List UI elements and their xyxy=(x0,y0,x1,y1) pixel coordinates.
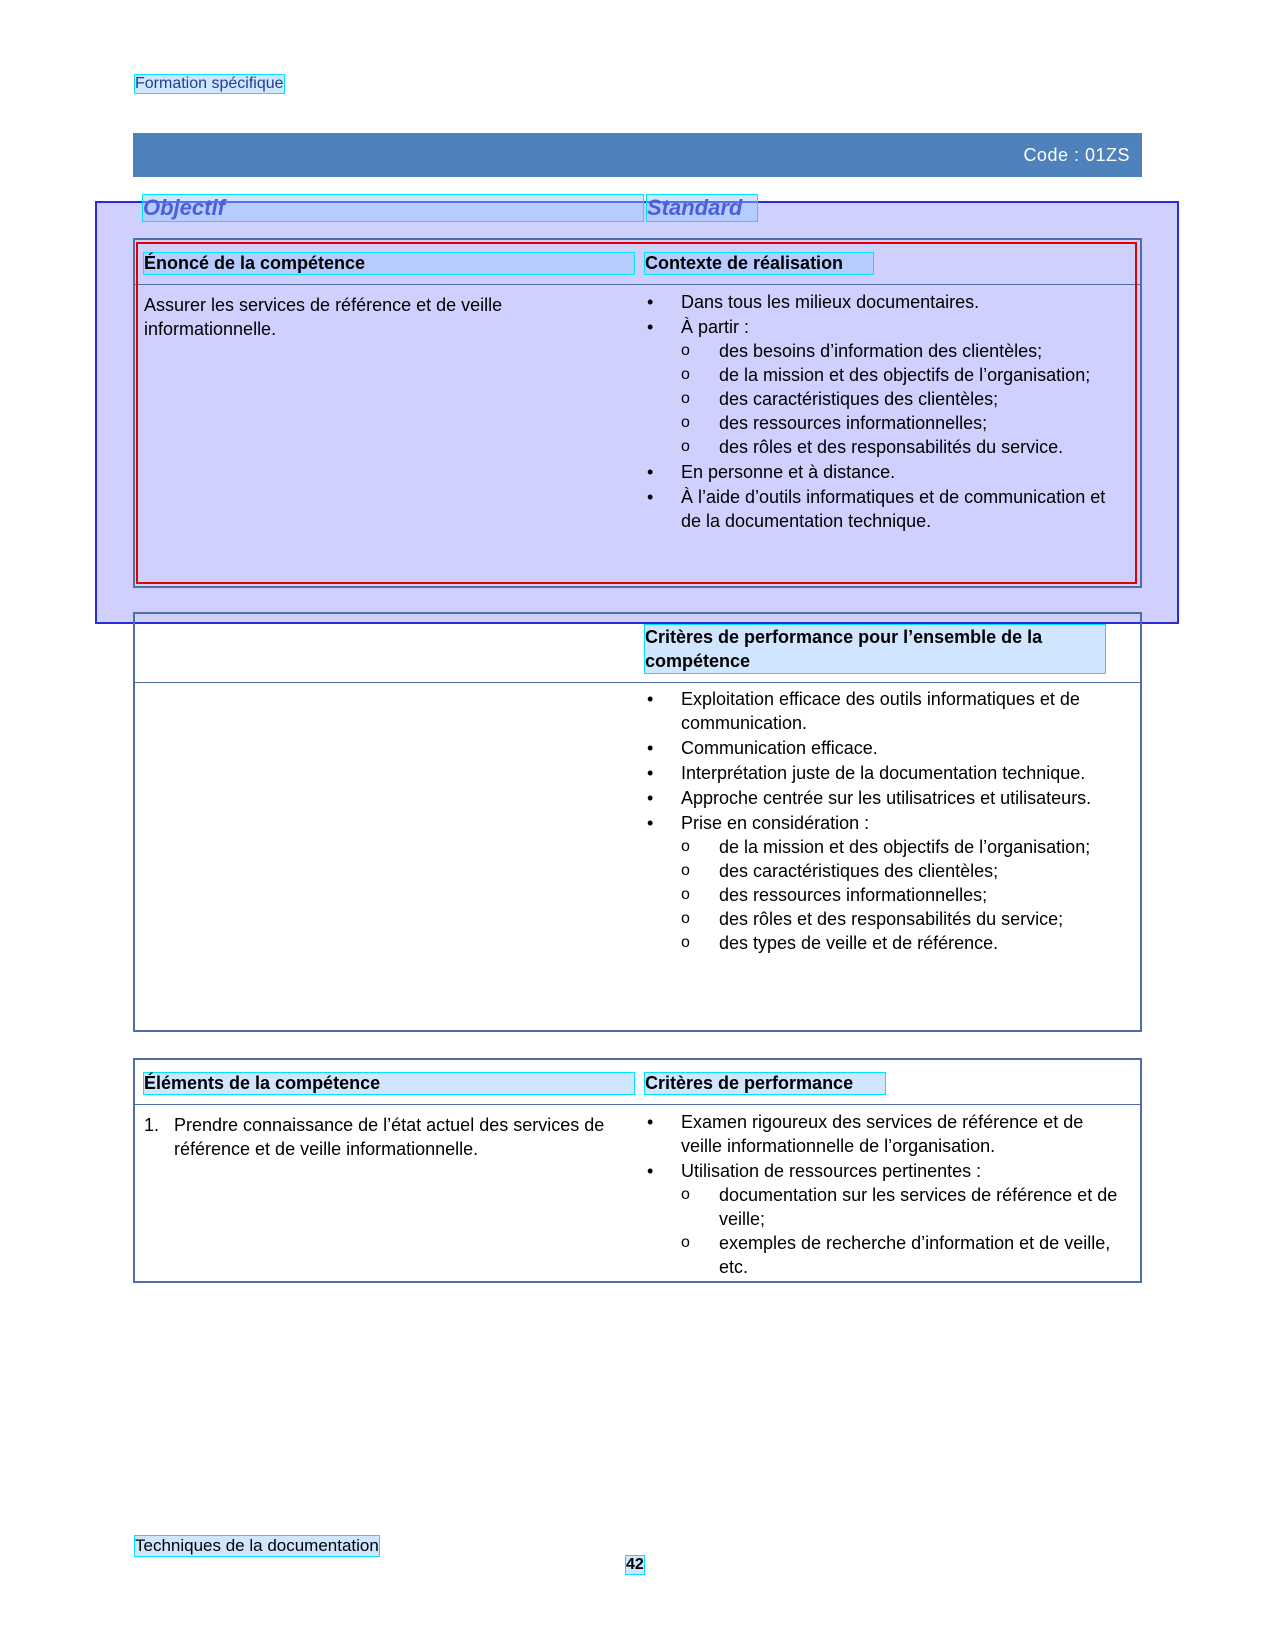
sub-list-item: o des rôles et des responsabilités du service; xyxy=(681,907,1120,931)
criteres-element-container xyxy=(645,1110,1125,1280)
table1-col1-header: Énoncé de la compétence xyxy=(144,253,634,274)
sub-list xyxy=(681,339,1120,459)
sub-list-item: o des besoins d’information des clientèles; xyxy=(681,339,1120,363)
code-banner xyxy=(133,133,1142,177)
list-item-text: À partir : xyxy=(681,317,750,337)
table3-col2-header: Critères de performance xyxy=(645,1073,885,1094)
list-item xyxy=(645,1159,1125,1279)
sub-list-item: o de la mission et des objectifs de l’organisation; xyxy=(681,363,1120,387)
table1-col2-header: Contexte de réalisation xyxy=(645,253,873,274)
sub-list-item: o des caractéristiques des clientèles; xyxy=(681,859,1120,883)
sub-list-item: o des ressources informationnelles; xyxy=(681,411,1120,435)
list-item xyxy=(645,761,1120,785)
sub-list-item: o de la mission et des objectifs de l’organisation; xyxy=(681,835,1120,859)
list-item xyxy=(645,485,1120,533)
list-item xyxy=(645,290,1120,314)
list-item-text: Utilisation de ressources pertinentes : xyxy=(681,1161,982,1181)
list-item xyxy=(645,786,1120,810)
list-item-text: Prise en considération : xyxy=(681,813,870,833)
table2-col2-header: Critères de performance pour l’ensemble de la compétence xyxy=(645,625,1105,673)
criteres-ensemble-list xyxy=(645,687,1120,955)
sub-list xyxy=(681,835,1120,955)
contexte-list-container xyxy=(645,290,1120,534)
contexte-list xyxy=(645,290,1120,533)
sub-list xyxy=(681,1183,1125,1279)
list-item-text: Interprétation juste de la documentation technique. xyxy=(681,763,1086,783)
list-item xyxy=(645,1110,1125,1158)
sub-list-item: o des ressources informationnelles; xyxy=(681,883,1120,907)
sub-list-item: o documentation sur les services de référence et de veille; xyxy=(681,1183,1125,1231)
footer-program: Techniques de la documentation xyxy=(135,1536,379,1555)
element-number: 1. xyxy=(144,1115,160,1135)
list-item xyxy=(645,811,1120,955)
competency-code: Code : 01ZS xyxy=(1023,145,1130,165)
list-item xyxy=(645,460,1120,484)
sub-list-item: o des types de veille et de référence. xyxy=(681,931,1120,955)
list-item-text: Dans tous les milieux documentaires. xyxy=(681,292,980,312)
list-item-text: Exploitation efficace des outils informatiques et de communication. xyxy=(681,689,1080,733)
list-item-text: À l’aide d’outils informatiques et de communication et de la documentation technique. xyxy=(681,487,1106,531)
sub-list-item: o des rôles et des responsabilités du service. xyxy=(681,435,1120,459)
list-item-text: En personne et à distance. xyxy=(681,462,896,482)
list-item-text: Examen rigoureux des services de référence et de veille informationnelle de l’organisation. xyxy=(681,1112,1084,1156)
criteres-element-list xyxy=(645,1110,1125,1279)
competency-statement: Assurer les services de référence et de veille informationnelle. xyxy=(144,295,503,339)
running-header: Formation spécifique xyxy=(135,75,284,92)
list-item-text: Communication efficace. xyxy=(681,738,878,758)
sub-list-item: o exemples de recherche d’information et de veille, etc. xyxy=(681,1231,1125,1279)
page-number: 42 xyxy=(626,1556,644,1573)
sub-list-item: o des caractéristiques des clientèles; xyxy=(681,387,1120,411)
table3-col1-header: Éléments de la compétence xyxy=(144,1073,634,1094)
list-item-text: Approche centrée sur les utilisatrices et utilisateurs. xyxy=(681,788,1092,808)
list-item xyxy=(645,687,1120,735)
criteres-ensemble-container xyxy=(645,687,1120,956)
element-text: Prendre connaissance de l’état actuel des services de référence et de veille informationnelle. xyxy=(174,1115,605,1159)
list-item xyxy=(645,315,1120,459)
standard-title: Standard xyxy=(647,195,757,221)
list-item xyxy=(645,736,1120,760)
objectif-title: Objectif xyxy=(143,195,643,221)
